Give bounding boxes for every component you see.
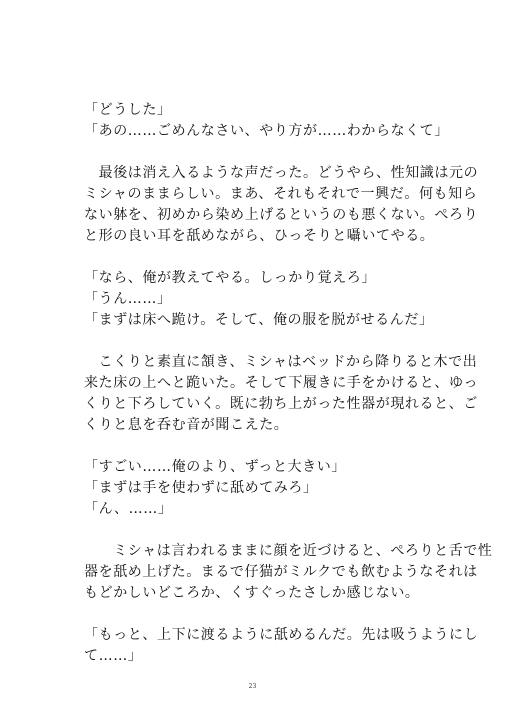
dialogue-line: て……」 <box>84 648 143 664</box>
narrative-line: もどかしいどころか、くすぐったさしか感じない。 <box>84 585 420 601</box>
narrative-line: と形の良い耳を舐めながら、ひっそりと囁いてやる。 <box>84 228 435 244</box>
narrative-line: 最後は消え入るような声だった。どうやら、性知識は元の <box>84 165 479 181</box>
dialogue-line: 「なら、俺が教えてやる。しっかり覚えろ」 <box>84 270 376 286</box>
dialogue-line: 「ん、……」 <box>84 501 173 517</box>
dialogue-line: 「どうした」 <box>84 102 172 118</box>
dialogue-line: 「もっと、上下に渡るように舐めるんだ。先は吸うようにし <box>84 627 479 643</box>
narrative-line: くりと下ろしていく。既に勃ち上がった性器が現れると、ご <box>84 396 478 412</box>
narrative-line: ミシャのままらしい。まあ、それもそれで一興だ。何も知ら <box>84 186 478 202</box>
dialogue-line: 「すごい……俺のより、ずっと大きい」 <box>84 459 346 475</box>
paragraph-gap <box>84 331 429 352</box>
dialogue-line: 「あの……ごめんなさい、やり方が……わからなくて」 <box>84 123 449 139</box>
dialogue-line: 「まずは床へ跪け。そして、俺の服を脱がせるんだ」 <box>84 312 434 328</box>
paragraph-gap <box>84 520 429 541</box>
page-number: 23 <box>248 683 257 690</box>
narrative-line: こくりと素直に頷き、ミシャはベッドから降りると木で出 <box>84 354 478 370</box>
paragraph-gap <box>84 436 429 457</box>
narrative-line: くりと息を呑む音が聞こえた。 <box>84 417 289 433</box>
body-text <box>84 100 493 667</box>
dialogue-line: 「うん……」 <box>84 291 172 307</box>
dialogue-line: 「まずは手を使わずに舐めてみろ」 <box>84 480 318 496</box>
narrative-line: 来た床の上へと跪いた。そして下履きに手をかけると、ゆっ <box>84 375 479 391</box>
narrative-line: ない躰を、初めから染め上げるというのも悪くない。ぺろり <box>84 207 479 223</box>
narrative-line: ミシャは言われるままに顔を近づけると、ぺろりと舌で性 <box>84 543 493 559</box>
narrative-line: 器を舐め上げた。まるで仔猫がミルクでも飲むようなそれは <box>84 564 478 580</box>
paragraph-gap <box>84 247 429 268</box>
paragraph-gap <box>84 604 429 625</box>
paragraph-gap <box>84 142 429 163</box>
